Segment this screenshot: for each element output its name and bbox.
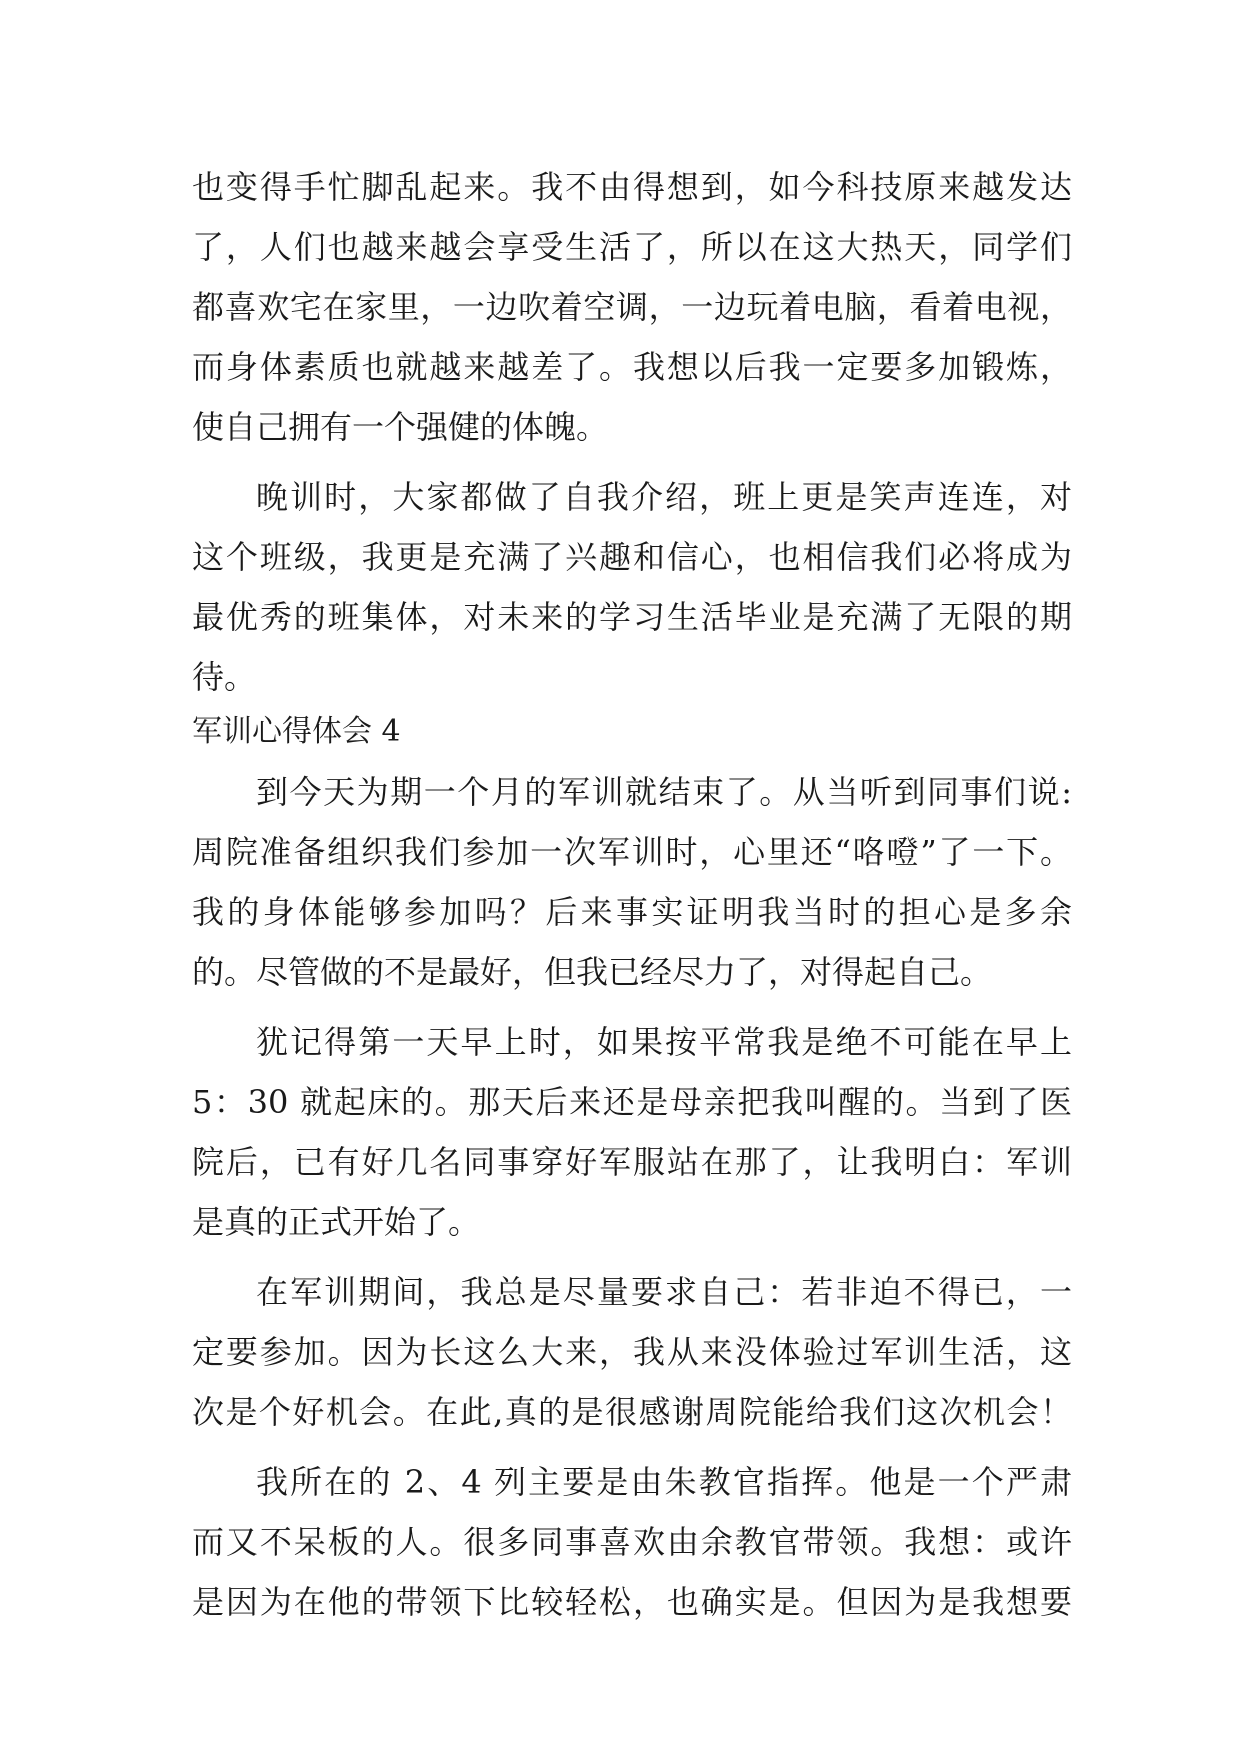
paragraph-6-line-1: 我所在的 2、4 列主要是由朱教官指挥。他是一个严肃 xyxy=(256,1463,1072,1501)
paragraph-3-line-4: 的。尽管做的不是最好，但我已经尽力了，对得起自己。 xyxy=(192,953,993,991)
paragraph-1-line-3: 都喜欢宅在家里，一边吹着空调，一边玩着电脑，看着电视， xyxy=(192,288,1072,326)
paragraph-1-line-4: 而身体素质也就越来越差了。我想以后我一定要多加锻炼， xyxy=(192,348,1072,386)
paragraph-4-line-1: 犹记得第一天早上时，如果按平常我是绝不可能在早上 xyxy=(256,1023,1072,1061)
paragraph-2-line-2: 这个班级，我更是充满了兴趣和信心，也相信我们必将成为 xyxy=(192,538,1072,576)
section-heading: 军训心得体会 4 xyxy=(192,714,401,749)
paragraph-5-line-3: 次是个好机会。在此,真的是很感谢周院能给我们这次机会！ xyxy=(192,1393,1072,1431)
paragraph-4-line-3: 院后，已有好几名同事穿好军服站在那了，让我明白：军训 xyxy=(192,1143,1072,1181)
paragraph-2-line-3: 最优秀的班集体，对未来的学习生活毕业是充满了无限的期 xyxy=(192,598,1072,636)
paragraph-1-line-1: 也变得手忙脚乱起来。我不由得想到，如今科技原来越发达 xyxy=(192,168,1072,206)
paragraph-2-line-4: 待。 xyxy=(192,658,257,696)
paragraph-6-line-2: 而又不呆板的人。很多同事喜欢由余教官带领。我想：或许 xyxy=(192,1523,1072,1561)
paragraph-3-line-2: 周院准备组织我们参加一次军训时，心里还“咯噔”了一下。 xyxy=(192,833,1072,871)
paragraph-1-line-2: 了，人们也越来越会享受生活了，所以在这大热天，同学们 xyxy=(192,228,1072,266)
paragraph-3-line-3: 我的身体能够参加吗？后来事实证明我当时的担心是多余 xyxy=(192,893,1072,931)
paragraph-4-line-2: 5：30 就起床的。那天后来还是母亲把我叫醒的。当到了医 xyxy=(192,1083,1072,1121)
paragraph-5-line-1: 在军训期间，我总是尽量要求自己：若非迫不得已，一 xyxy=(256,1273,1072,1311)
paragraph-1-line-5: 使自己拥有一个强健的体魄。 xyxy=(192,408,609,446)
paragraph-2-line-1: 晚训时，大家都做了自我介绍，班上更是笑声连连，对 xyxy=(256,478,1072,516)
paragraph-3-line-1: 到今天为期一个月的军训就结束了。从当听到同事们说: xyxy=(256,773,1072,811)
paragraph-6-line-3: 是因为在他的带领下比较轻松，也确实是。但因为是我想要 xyxy=(192,1583,1072,1621)
paragraph-4-line-4: 是真的正式开始了。 xyxy=(192,1203,481,1241)
paragraph-5-line-2: 定要参加。因为长这么大来，我从来没体验过军训生活，这 xyxy=(192,1333,1072,1371)
